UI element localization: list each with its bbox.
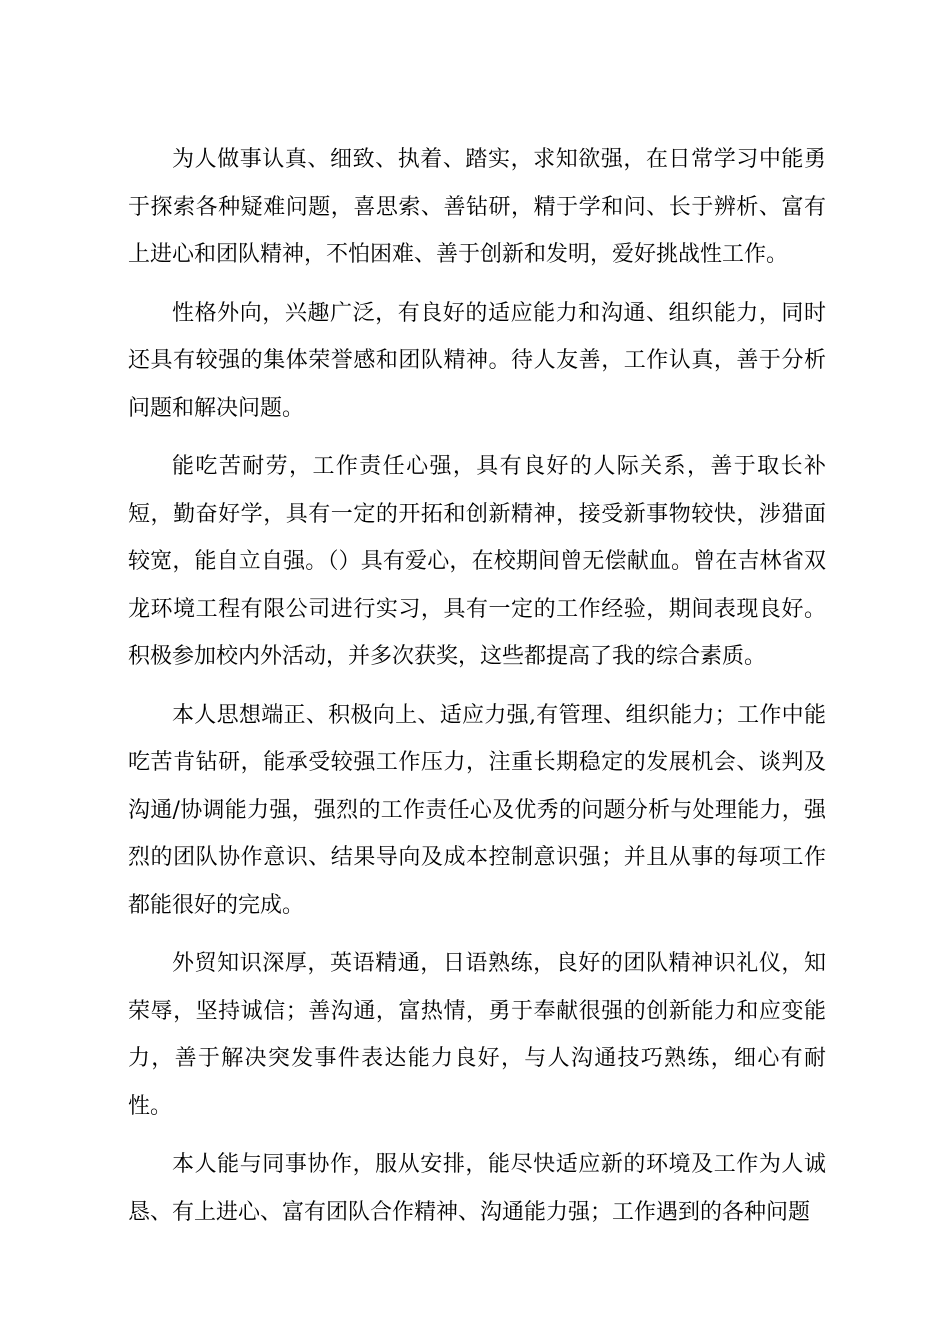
paragraph-4: 本人思想端正、积极向上、适应力强,有管理、组织能力；工作中能吃苦肯钻研，能承受较强工作压力，注重长期稳定的发展机会、谈判及沟通/协调能力强，强烈的工作责任心及优秀的问题分析与处理能力，强烈的团队协作意识、结果导向及成本控制意识强；并且从事的每项工作都能很好的完成。 <box>128 702 826 918</box>
paragraph-6: 本人能与同事协作，服从安排，能尽快适应新的环境及工作为人诚恳、有上进心、富有团队合作精神、沟通能力强；工作遇到的各种问题 <box>128 1152 826 1225</box>
paragraph-2: 性格外向，兴趣广泛，有良好的适应能力和沟通、组织能力，同时还具有较强的集体荣誉感和团队精神。待人友善，工作认真，善于分析问题和解决问题。 <box>128 300 826 421</box>
paragraph-3: 能吃苦耐劳，工作责任心强，具有良好的人际关系，善于取长补短，勤奋好学，具有一定的开拓和创新精神，接受新事物较快，涉猎面较宽，能自立自强。（）具有爱心，在校期间曾无偿献血。曾在吉林省双龙环境工程有限公司进行实习，具有一定的工作经验，期间表现良好。积极参加校内外活动，并多次获奖，这些都提高了我的综合素质。 <box>128 454 826 669</box>
paragraph-1: 为人做事认真、细致、执着、踏实，求知欲强，在日常学习中能勇于探索各种疑难问题，喜思索、善钻研，精于学和问、长于辨析、富有上进心和团队精神，不怕困难、善于创新和发明，爱好挑战性工作。 <box>128 147 826 267</box>
document-body <box>128 136 826 1247</box>
paragraph-5: 外贸知识深厚，英语精通，日语熟练，良好的团队精神识礼仪，知荣辱，坚持诚信；善沟通，富热情，勇于奉献很强的创新能力和应变能力，善于解决突发事件表达能力良好，与人沟通技巧熟练，细心有耐性。 <box>128 951 826 1119</box>
